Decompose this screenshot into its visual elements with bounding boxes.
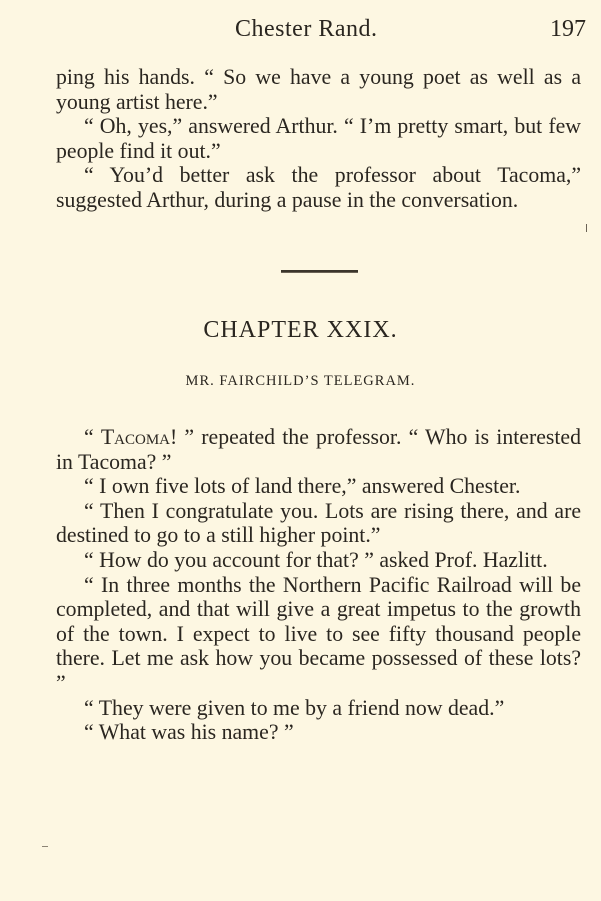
page-number: 197 [550,16,586,42]
margin-mark [42,846,48,847]
small-caps-word: Tacoma [100,425,170,449]
paragraph: “ In three months the Northern Pacific Railroad will be completed, and that will give a great impetus to the growth of the town. I expect to live to see fifty thousand people there. Let me ask how you became possessed of these lots? ” [56,572,581,695]
chapter-subtitle: MR. FAIRCHILD’S TELEGRAM. [185,373,416,389]
top-text-block [56,65,581,213]
margin-mark [586,224,587,232]
paragraph: “ What was his name? ” [84,720,294,745]
paragraph: “ Oh, yes,” answered Arthur. “ I’m pretty smart, but few people find it out.” [56,114,581,163]
paragraph: ping his hands. “ So we have a young poet as well as a young artist here.” [56,65,581,114]
paragraph: “ How do you account for that? ” asked Prof. Hazlitt. [84,547,548,572]
paragraph: “ I own five lots of land there,” answered Chester. [84,474,521,499]
paragraph [56,425,581,474]
running-title: Chester Rand. [235,16,378,42]
chapter-heading: CHAPTER XXIX. [203,317,398,343]
running-head [56,16,590,50]
paragraph: “ They were given to me by a friend now dead.” [84,695,505,720]
open-quote: “ [84,425,101,449]
section-divider [281,270,358,273]
paragraph-rest: ! ” repeated the professor. “ Who is interested in Tacoma? ” [56,425,581,474]
paragraph: “ Then I congratulate you. Lots are rising there, and are destined to go to a still higher point.” [56,498,581,548]
chapter-text-block [56,425,581,745]
paragraph: “ You’d better ask the professor about Tacoma,” suggested Arthur, during a pause in the conversation. [56,163,581,212]
